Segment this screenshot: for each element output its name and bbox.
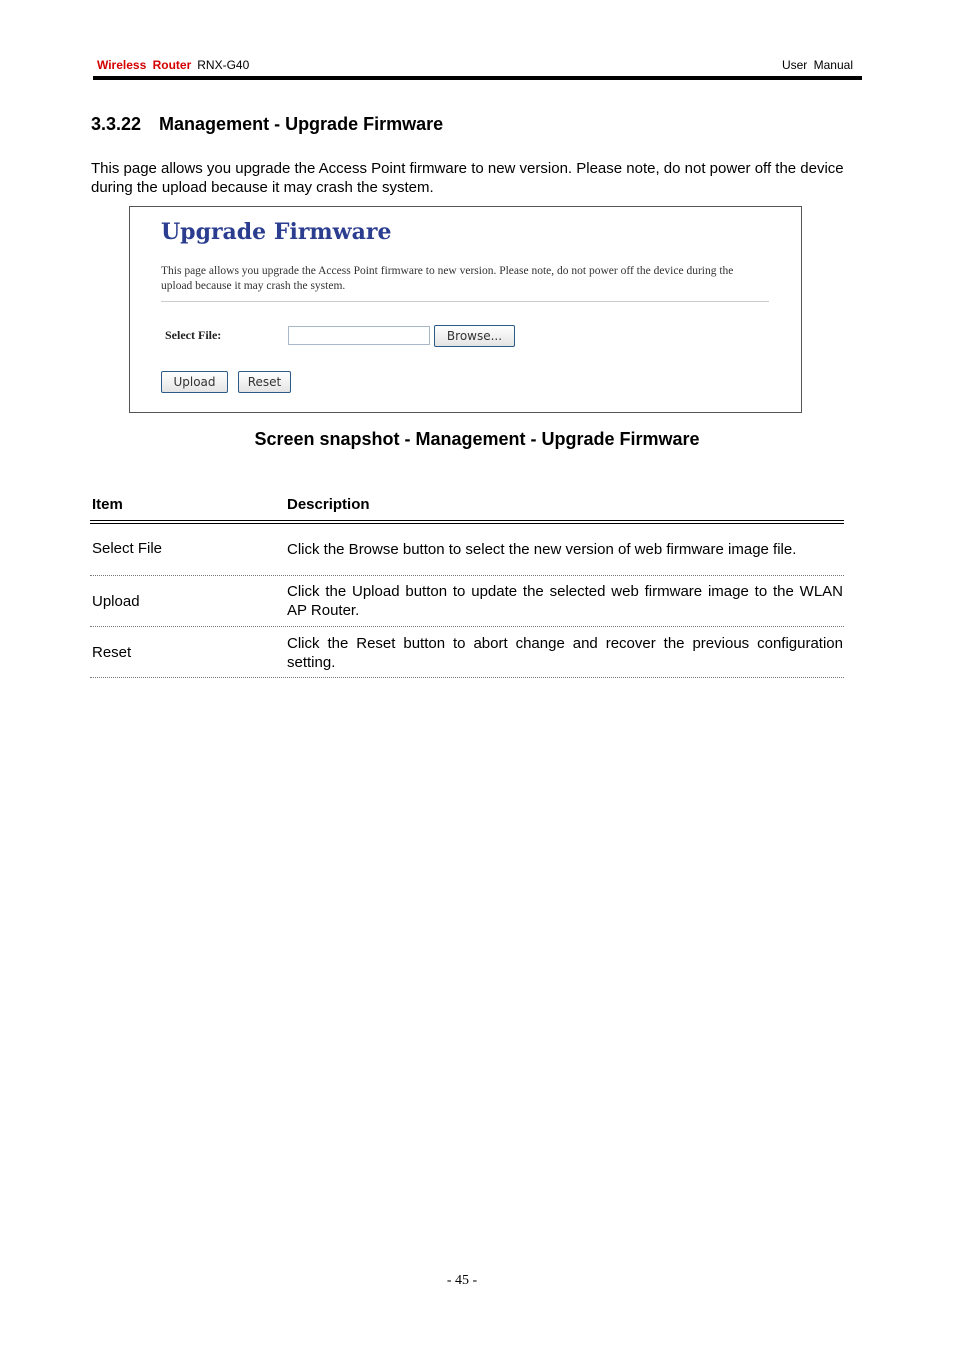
browse-button[interactable]: Browse... (434, 325, 515, 347)
header-rule (93, 76, 862, 80)
table-header-rule (90, 520, 844, 521)
screenshot-panel (129, 206, 802, 413)
screenshot-title: Upgrade Firmware (161, 219, 392, 245)
row-description: Click the Upload button to update the selected web firmware image to the WLAN AP Router. (287, 583, 843, 619)
row-description: Click the Browse button to select the new version of web firmware image file. (287, 541, 797, 558)
file-path-input[interactable] (288, 326, 430, 345)
table-header-description: Description (287, 496, 370, 513)
page-header-left (97, 58, 249, 72)
row-item: Reset (92, 644, 132, 661)
screenshot-description: This page allows you upgrade the Access Point firmware to new version. Please note, do not power off the device during the upload because it may crash the system. (161, 265, 734, 292)
row-divider (90, 575, 844, 576)
reset-button[interactable]: Reset (238, 371, 291, 393)
row-divider (90, 626, 844, 627)
upload-button[interactable]: Upload (161, 371, 228, 393)
section-heading: Management - Upgrade Firmware (159, 114, 444, 134)
header-manual: User Manual (781, 58, 853, 72)
intro-paragraph: This page allows you upgrade the Access Point firmware to new version. Please note, do not power off the device during the upload because it may crash the system. (91, 160, 844, 196)
section-number: 3.3.22 (91, 114, 142, 134)
row-divider (90, 677, 844, 678)
header-model: RNX-G40 (197, 58, 250, 72)
table-header-rule-second (90, 523, 844, 524)
screenshot-divider (161, 301, 769, 302)
table-header-item: Item (92, 496, 123, 513)
select-file-label: Select File: (165, 328, 222, 342)
figure-caption: Screen snapshot - Management - Upgrade Firmware (254, 429, 700, 449)
row-item: Upload (92, 593, 140, 610)
page-number: - 45 - (446, 1273, 478, 1288)
row-item: Select File (92, 540, 163, 557)
header-brand: Wireless Router (97, 58, 192, 72)
section-title (91, 114, 443, 135)
row-description: Click the Reset button to abort change and recover the previous configuration setting. (287, 635, 843, 671)
